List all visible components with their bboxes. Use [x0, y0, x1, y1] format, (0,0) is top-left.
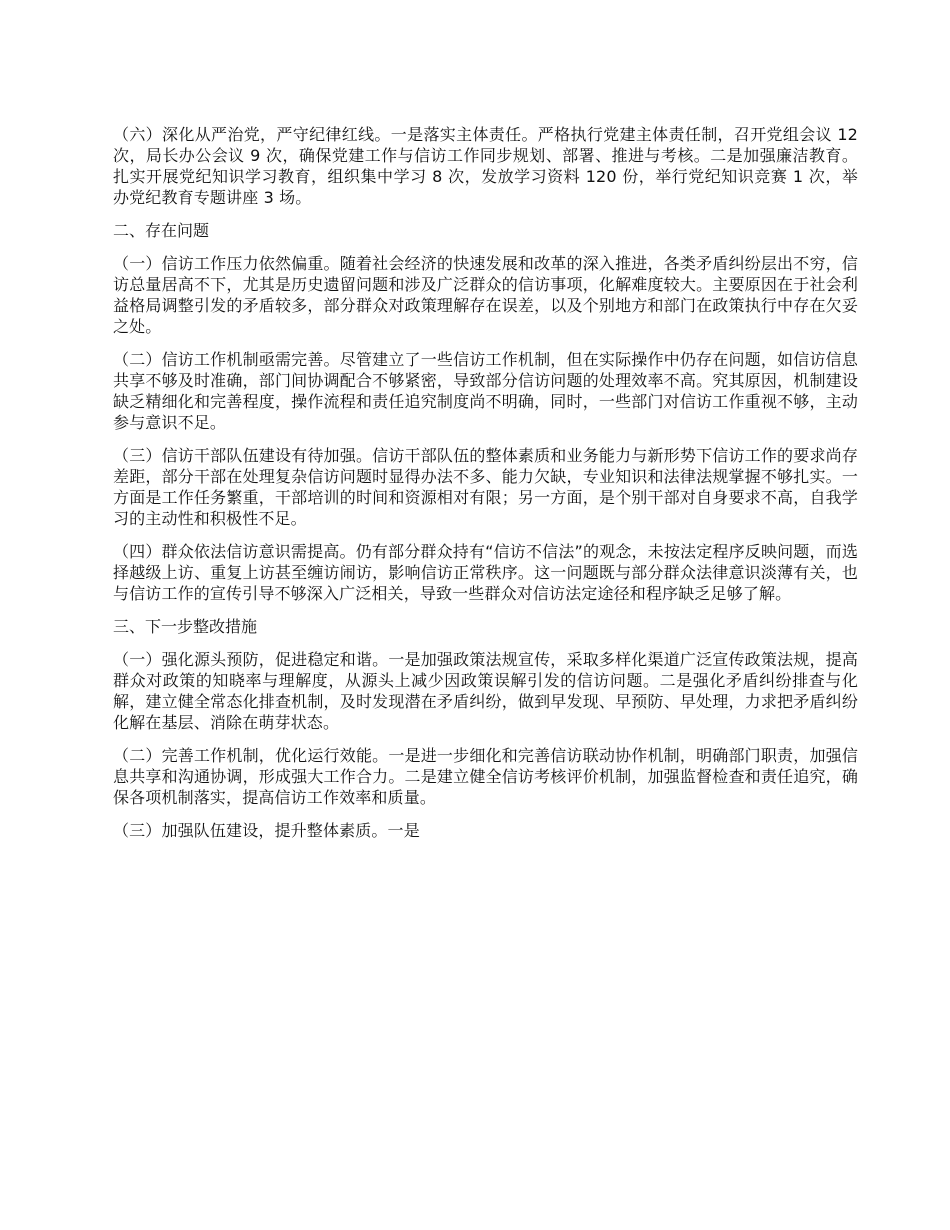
paragraph-problem-pressure: （一）信访工作压力依然偏重。随着社会经济的快速发展和改革的深入推进，各类矛盾纠纷层出不穷，信访总量居高不下，尤其是历史遗留问题和涉及广泛群众的信访事项，化解难度较大。主要原因在于社会利益格局调整引发的矛盾较多，部分群众对政策理解存在误差，以及个别地方和部门在政策执行中存在欠妥之处。 — [113, 254, 858, 336]
paragraph-problem-cadre: （三）信访干部队伍建设有待加强。信访干部队伍的整体素质和业务能力与新形势下信访工作的要求尚存差距，部分干部在处理复杂信访问题时显得办法不多、能力欠缺，专业知识和法律法规掌握不够扎实。一方面是工作任务繁重，干部培训的时间和资源相对有限；另一方面，是个别干部对自身要求不高，自我学习的主动性和积极性不足。 — [113, 446, 858, 528]
paragraph-party-discipline: （六）深化从严治党，严守纪律红线。一是落实主体责任。严格执行党建主体责任制，召开党组会议 12 次，局长办公会议 9 次，确保党建工作与信访工作同步规划、部署、推进与考核。二是加强廉洁教育。扎实开展党纪知识学习教育，组织集中学习 8 次，发放学习资料 120 份，举行党纪知识竞赛 1 次，举办党纪教育专题讲座 3 场。 — [113, 125, 858, 207]
paragraph-measure-mechanism: （二）完善工作机制，优化运行效能。一是进一步细化和完善信访联动协作机制，明确部门职责，加强信息共享和沟通协调，形成强大工作合力。二是建立健全信访考核评价机制，加强监督检查和责任追究，确保各项机制落实，提高信访工作效率和质量。 — [113, 746, 858, 807]
paragraph-measure-team: （三）加强队伍建设，提升整体素质。一是 — [113, 821, 420, 840]
paragraph-measure-prevention: （一）强化源头预防，促进稳定和谐。一是加强政策法规宣传，采取多样化渠道广泛宣传政策法规，提高群众对政策的知晓率与理解度，从源头上减少因政策误解引发的信访问题。二是强化矛盾纠纷排查与化解，建立健全常态化排查机制，及时发现潜在矛盾纠纷，做到早发现、早预防、早处理，力求把矛盾纠纷化解在基层、消除在萌芽状态。 — [113, 650, 858, 732]
section-heading-problems: 二、存在问题 — [113, 221, 210, 240]
paragraph-problem-mechanism: （二）信访工作机制亟需完善。尽管建立了一些信访工作机制，但在实际操作中仍存在问题，如信访信息共享不够及时准确，部门间协调配合不够紧密，导致部分信访问题的处理效率不高。究其原因，机制建设缺乏精细化和完善程度，操作流程和责任追究制度尚不明确，同时，一些部门对信访工作重视不够，主动参与意识不足。 — [113, 350, 858, 432]
paragraph-problem-awareness: （四）群众依法信访意识需提高。仍有部分群众持有“信访不信法”的观念，未按法定程序反映问题，而选择越级上访、重复上访甚至缠访闹访，影响信访正常秩序。这一问题既与部分群众法律意识淡薄有关，也与信访工作的宣传引导不够深入广泛相关，导致一些群众对信访法定途径和程序缺乏足够了解。 — [113, 542, 858, 603]
section-heading-measures: 三、下一步整改措施 — [113, 617, 258, 636]
